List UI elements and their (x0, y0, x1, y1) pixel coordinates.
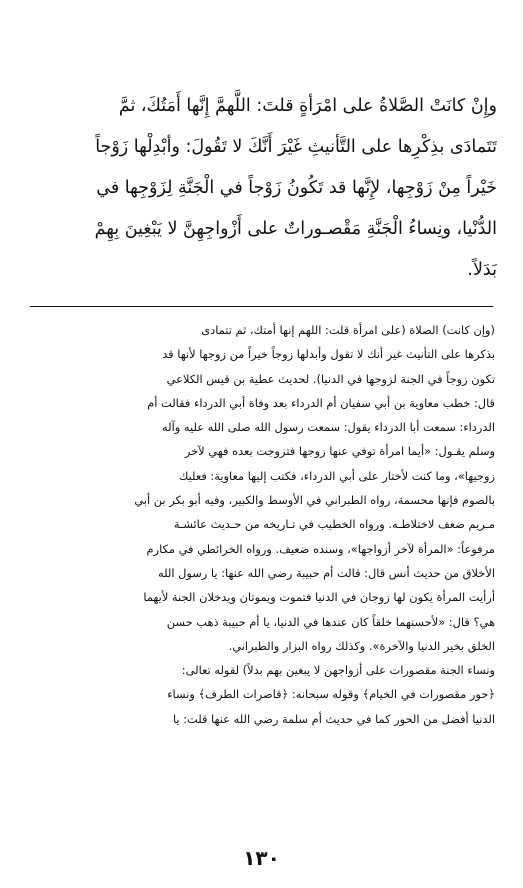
section-divider (30, 306, 493, 307)
commentary-line: مـريم ضعف لاختلاطـه. ورواه الخطيب في تـاريخه من حـديث عائشـة (173, 517, 495, 532)
main-text-line: الدُّنْيا، ونِساءُ الْجَنَّةِ مَقْصـوراتٌ على أَزْواجِهِنَّ لا يَبْغِينَ بِهِمْ (94, 219, 497, 239)
commentary-line: (وإن كانت) الصلاة (على امرأة قلت: اللهم إنها أمتك، ثم تتمادى (201, 323, 495, 337)
page-number: ١٣٠ (243, 846, 280, 870)
main-text-line: خَيْراً مِنْ زَوْجِها، لإِنَّها قد تَكُونُ زَوْجاً في الْجَنَّةِ لِزَوْجِها في (96, 178, 497, 198)
commentary-line: الدرداء: سمعت أبا الدرداء يقول: سمعت رسول الله صلى الله عليه وآله (162, 420, 495, 435)
commentary-line: زوجيها»، وما كنت لأختار على أبي الدرداء، فكتب إليها معاوية: فعليك (179, 468, 495, 483)
main-text-block (26, 86, 497, 291)
commentary-line: ونساء الجنة مقصورات على أزواجهن لا يبغين بهم بدلاً) لقوله تعالى: (181, 663, 495, 678)
commentary-line: تكون زوجاً في الجنة لزوجها في الدنيا). لحديث عطية بن قيس الكلاعي (166, 371, 495, 386)
main-text-line: تَتَمادَى بذِكْرِها على التَّأنيثِ غَيْرَ أَنَّكَ لا تَقُولَ: وأبْدِلْها زَوْجاً (95, 137, 497, 157)
commentary-block (24, 318, 495, 731)
commentary-line: الدنيا أفضل من الحور كما في حديث أم سلمة رضي الله عنها قلت: يا (172, 711, 495, 726)
main-text-line: وإِنْ كانَتْ الصَّلاةُ على امْرَأةٍ قلتَ: اللَّهمَّ إِنَّها أَمَتُكَ، ثمَّ (118, 96, 497, 116)
commentary-line: قال: خطب معاوية بن أبي سفيان أم الدرداء بعد وفاة أبي الدرداء فقالت أم (147, 395, 495, 410)
commentary-line: مرفوعاً: «المرأة لآخر أزواجها»، وسنده ضعيف. ورواه الخرائطي في مكارم (146, 541, 495, 556)
commentary-line: الأخلاق من حديث أنس قال: قالت أم حبيبة رضي الله عنها: يا رسول الله (157, 565, 495, 580)
commentary-line: الخلق بخير الدنيا والآخرة». وكذلك رواه البزار والطبراني. (228, 638, 495, 653)
commentary-line: أرأيت المرأة يكون لها زوجان في الدنيا فتموت ويموتان ويدخلان الجنة لأيهما (143, 590, 495, 605)
commentary-line: ﴿حور مقصورات في الخيام﴾ وقوله سبحانه: ﴿قاصرات الطرف﴾ ونساء (167, 687, 495, 702)
commentary-line: بالصوم فإنها محسمة، رواه الطبراني في الأوسط والكبير، وفيه أبو بكر بن أبي (134, 493, 495, 508)
commentary-line: بذكرها على التأنيث غير أنك لا تقول وأبدلها زوجاً خيراً من زوجها لأنها قد (162, 347, 495, 362)
commentary-line: وسلم يقـول: «أيما امرأة توفي عنها زوجها فتزوجت بعده فهي لآخر (184, 444, 495, 459)
commentary-line: هي؟ قال: «لأحسنهما خلقاً كان عندها في الدنيا، يا أم حبيبة ذهب حسن (166, 614, 495, 629)
main-text-line: بَدَلاً. (467, 260, 497, 280)
